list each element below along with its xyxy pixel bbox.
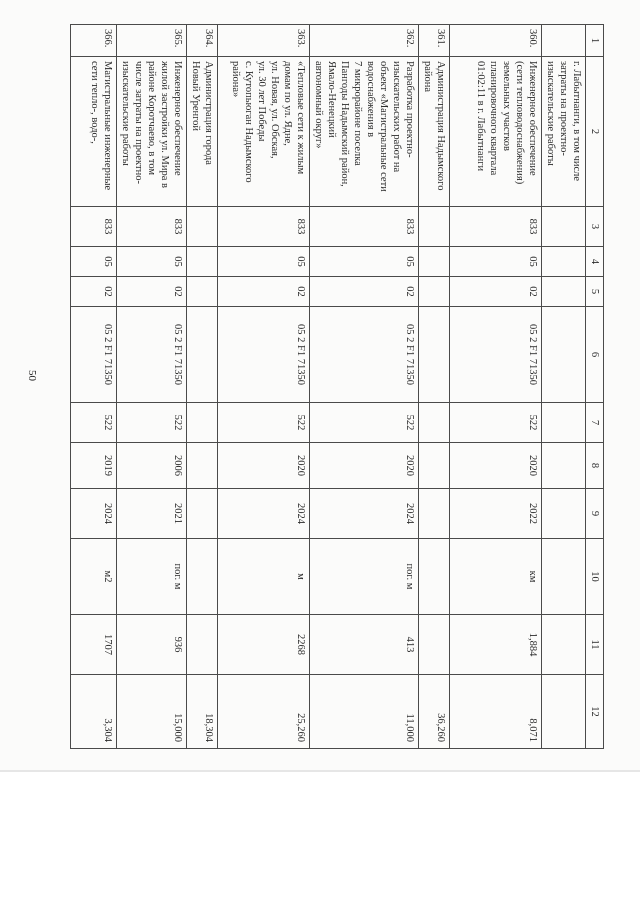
- cell-code-subsection: 02: [310, 277, 419, 307]
- cell-expense-type: 522: [450, 403, 542, 443]
- cell-code-section: [187, 247, 218, 277]
- cell-item-name: Администрация Надымского района: [419, 57, 450, 207]
- cell-amount: 25,260: [218, 675, 310, 749]
- cell-target-article: [419, 307, 450, 403]
- cell-amount: 18,304: [187, 675, 218, 749]
- cell-expense-type: [187, 403, 218, 443]
- cell-start-year: 2020: [310, 443, 419, 489]
- cell-unit: [419, 539, 450, 615]
- cell-capacity: 2268: [218, 615, 310, 675]
- cell-code-section: [542, 247, 586, 277]
- table-row: [71, 25, 117, 749]
- table-row: [218, 25, 310, 749]
- header-cell-target-article: 6: [586, 307, 604, 403]
- header-cell-capacity: 11: [586, 615, 604, 675]
- cell-code-subsection: [419, 277, 450, 307]
- cell-row-number: 365.: [117, 25, 187, 57]
- cell-item-name: Администрация города Новый Уренгой: [187, 57, 218, 207]
- table-row: [450, 25, 542, 749]
- table-row: [187, 25, 218, 749]
- cell-code-subsection: 02: [71, 277, 117, 307]
- cell-row-number: [542, 25, 586, 57]
- cell-capacity: 413: [310, 615, 419, 675]
- cell-code-section: 05: [218, 247, 310, 277]
- cell-capacity: [187, 615, 218, 675]
- cell-expense-type: [419, 403, 450, 443]
- cell-unit: м2: [71, 539, 117, 615]
- cell-end-year: 2022: [450, 489, 542, 539]
- cell-expense-type: 522: [71, 403, 117, 443]
- cell-expense-type: 522: [117, 403, 187, 443]
- cell-end-year: [187, 489, 218, 539]
- cell-code-grbs: 833: [117, 207, 187, 247]
- cell-code-section: 05: [310, 247, 419, 277]
- cell-unit: м: [218, 539, 310, 615]
- cell-row-number: 364.: [187, 25, 218, 57]
- cell-start-year: 2006: [117, 443, 187, 489]
- cell-code-section: [419, 247, 450, 277]
- page-number: 50: [26, 370, 38, 381]
- cell-capacity: 936: [117, 615, 187, 675]
- cell-row-number: 366.: [71, 25, 117, 57]
- cell-amount: 36,260: [419, 675, 450, 749]
- cell-end-year: 2021: [117, 489, 187, 539]
- cell-item-name: Разработка проектно- изыскательских работ на объект «Магистральные сети водоснабжения в 7 микрорайоне поселка Пангоды Надымский район, Ямало-Ненецкий автономный округ»: [310, 57, 419, 207]
- cell-amount: 3,304: [71, 675, 117, 749]
- table-header-row: [586, 25, 604, 749]
- cell-row-number: 361.: [419, 25, 450, 57]
- cell-start-year: [542, 443, 586, 489]
- header-cell-end-year: 9: [586, 489, 604, 539]
- cell-code-grbs: 833: [71, 207, 117, 247]
- cell-start-year: 2020: [450, 443, 542, 489]
- cell-target-article: [542, 307, 586, 403]
- table-row: [310, 25, 419, 749]
- scan-edge: [0, 770, 640, 772]
- cell-expense-type: [542, 403, 586, 443]
- cell-item-name: Магистральные инженерные сети тепло-, водо-,: [71, 57, 117, 207]
- cell-item-name: Инженерное обеспечение (сети тепловодоснабжения) земельных участков планировочного квартала 01:02:11 в г. Лабытнанги: [450, 57, 542, 207]
- cell-code-section: 05: [71, 247, 117, 277]
- cell-item-name: Инженерное обеспечение жилой застройки ул. Мира в районе Коротчаево, в том числе затраты на проектно- изыскательские работы: [117, 57, 187, 207]
- cell-target-article: 05 2 F1 71350: [218, 307, 310, 403]
- table-row: [419, 25, 450, 749]
- cell-unit: [542, 539, 586, 615]
- cell-unit: пог. м: [117, 539, 187, 615]
- cell-code-grbs: [542, 207, 586, 247]
- cell-expense-type: 522: [310, 403, 419, 443]
- cell-row-number: 363.: [218, 25, 310, 57]
- cell-code-grbs: [187, 207, 218, 247]
- cell-unit: [187, 539, 218, 615]
- cell-end-year: [542, 489, 586, 539]
- cell-target-article: 05 2 F1 71350: [117, 307, 187, 403]
- cell-start-year: [419, 443, 450, 489]
- cell-code-section: 05: [450, 247, 542, 277]
- header-cell-code-grbs: 3: [586, 207, 604, 247]
- cell-amount: 15,000: [117, 675, 187, 749]
- header-cell-code-section: 4: [586, 247, 604, 277]
- header-cell-start-year: 8: [586, 443, 604, 489]
- cell-end-year: 2024: [71, 489, 117, 539]
- header-cell-item-name: 2: [586, 57, 604, 207]
- cell-code-grbs: [419, 207, 450, 247]
- cell-start-year: 2019: [71, 443, 117, 489]
- cell-row-number: 362.: [310, 25, 419, 57]
- cell-amount: 11,000: [310, 675, 419, 749]
- header-cell-row-number: 1: [586, 25, 604, 57]
- cell-item-name: г. Лабытнанги, в том числе затраты на проектно- изыскательские работы: [542, 57, 586, 207]
- cell-item-name: «Тепловые сети к жилым домам по ул. Ядне, ул. Новая, ул. Обская, ул. 30 лет Победы с. Кутопьюган Надымского района»: [218, 57, 310, 207]
- cell-amount: 8,071: [450, 675, 542, 749]
- cell-target-article: 05 2 F1 71350: [310, 307, 419, 403]
- cell-capacity: [419, 615, 450, 675]
- cell-end-year: 2024: [218, 489, 310, 539]
- cell-code-subsection: 02: [218, 277, 310, 307]
- cell-code-grbs: 833: [218, 207, 310, 247]
- cell-unit: км: [450, 539, 542, 615]
- cell-end-year: 2024: [310, 489, 419, 539]
- header-cell-expense-type: 7: [586, 403, 604, 443]
- cell-row-number: 360.: [450, 25, 542, 57]
- cell-capacity: [542, 615, 586, 675]
- header-cell-unit: 10: [586, 539, 604, 615]
- cell-target-article: [187, 307, 218, 403]
- header-cell-amount: 12: [586, 675, 604, 749]
- cell-code-subsection: [187, 277, 218, 307]
- cell-target-article: 05 2 F1 71350: [71, 307, 117, 403]
- cell-code-grbs: 833: [310, 207, 419, 247]
- cell-amount: [542, 675, 586, 749]
- cell-code-grbs: 833: [450, 207, 542, 247]
- cell-start-year: [187, 443, 218, 489]
- cell-end-year: [419, 489, 450, 539]
- rotated-table-wrapper: [89, 24, 604, 748]
- cell-unit: пог. м: [310, 539, 419, 615]
- budget-table: [70, 24, 604, 749]
- table-row: [117, 25, 187, 749]
- header-cell-code-subsection: 5: [586, 277, 604, 307]
- cell-code-section: 05: [117, 247, 187, 277]
- cell-target-article: 05 2 F1 71350: [450, 307, 542, 403]
- cell-code-subsection: 02: [117, 277, 187, 307]
- cell-capacity: 1707: [71, 615, 117, 675]
- cell-code-subsection: 02: [450, 277, 542, 307]
- cell-code-subsection: [542, 277, 586, 307]
- table-row: [542, 25, 586, 749]
- cell-start-year: 2020: [218, 443, 310, 489]
- cell-capacity: 1,884: [450, 615, 542, 675]
- cell-expense-type: 522: [218, 403, 310, 443]
